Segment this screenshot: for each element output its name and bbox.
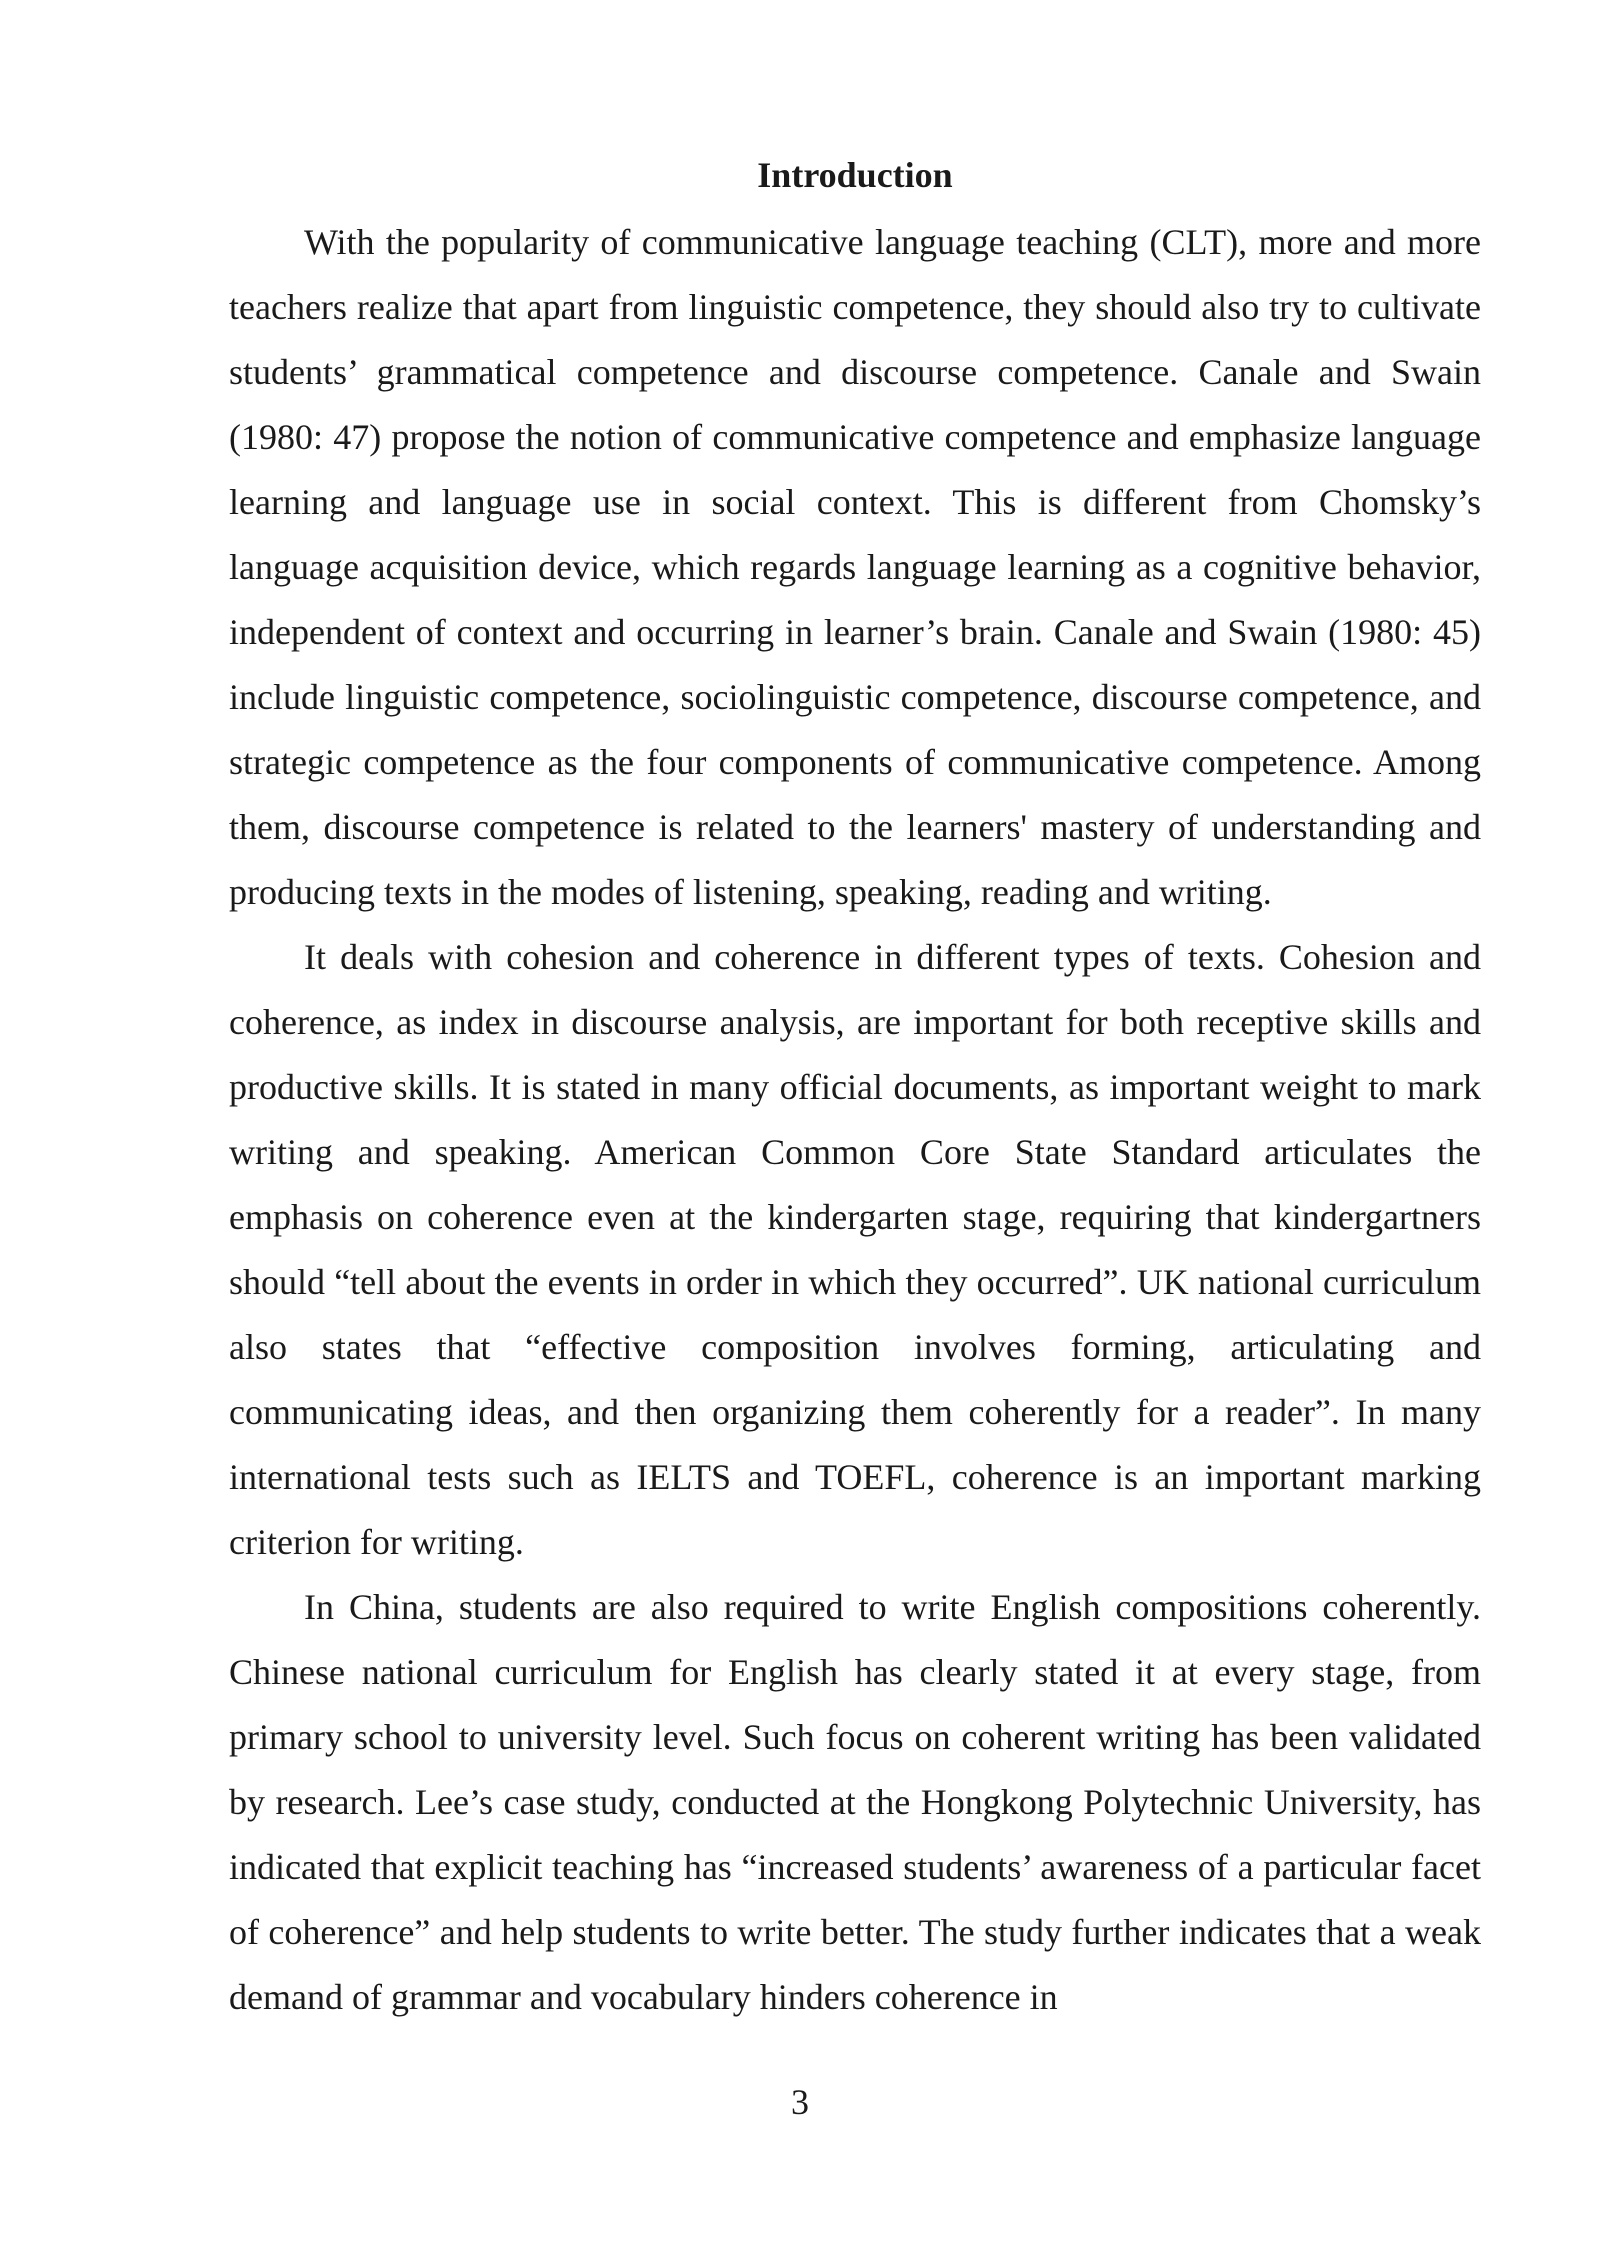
- section-title: Introduction: [757, 155, 953, 195]
- paragraph-2: It deals with cohesion and coherence in different types of texts. Cohesion and coherence, as index in discourse analysis, are important for both receptive skills and productive skills. It is stated in many official documents, as important weight to mark writing and speaking. American Common Core State Standard articulates the emphasis on coherence even at the kindergarten stage, requiring that kindergartners should “tell about the events in order in which they occurred”. UK national curriculum also states that “effective composition involves forming, articulating and communicating ideas, and then organizing them coherently for a reader”. In many international tests such as IELTS and TOEFL, coherence is an important marking criterion for writing.: [229, 937, 1481, 1562]
- paragraph-1: With the popularity of communicative language teaching (CLT), more and more teachers realize that apart from linguistic competence, they should also try to cultivate students’ grammatical competence and discourse competence. Canale and Swain (1980: 47) propose the notion of communicative competence and emphasize language learning and language use in social context. This is different from Chomsky’s language acquisition device, which regards language learning as a cognitive behavior, independent of context and occurring in learner’s brain. Canale and Swain (1980: 45) include linguistic competence, sociolinguistic competence, discourse competence, and strategic competence as the four components of communicative competence. Among them, discourse competence is related to the learners' mastery of understanding and producing texts in the modes of listening, speaking, reading and writing.: [229, 222, 1481, 912]
- page-content: [229, 146, 1481, 2030]
- paragraph-3: In China, students are also required to write English compositions coherently. Chinese national curriculum for English has clearly stated it at every stage, from primary school to university level. Such focus on coherent writing has been validated by research. Lee’s case study, conducted at the Hongkong Polytechnic University, has indicated that explicit teaching has “increased students’ awareness of a particular facet of coherence” and help students to write better. The study further indicates that a weak demand of grammar and vocabulary hinders coherence in: [229, 1587, 1481, 2017]
- page-number: 3: [791, 2082, 809, 2122]
